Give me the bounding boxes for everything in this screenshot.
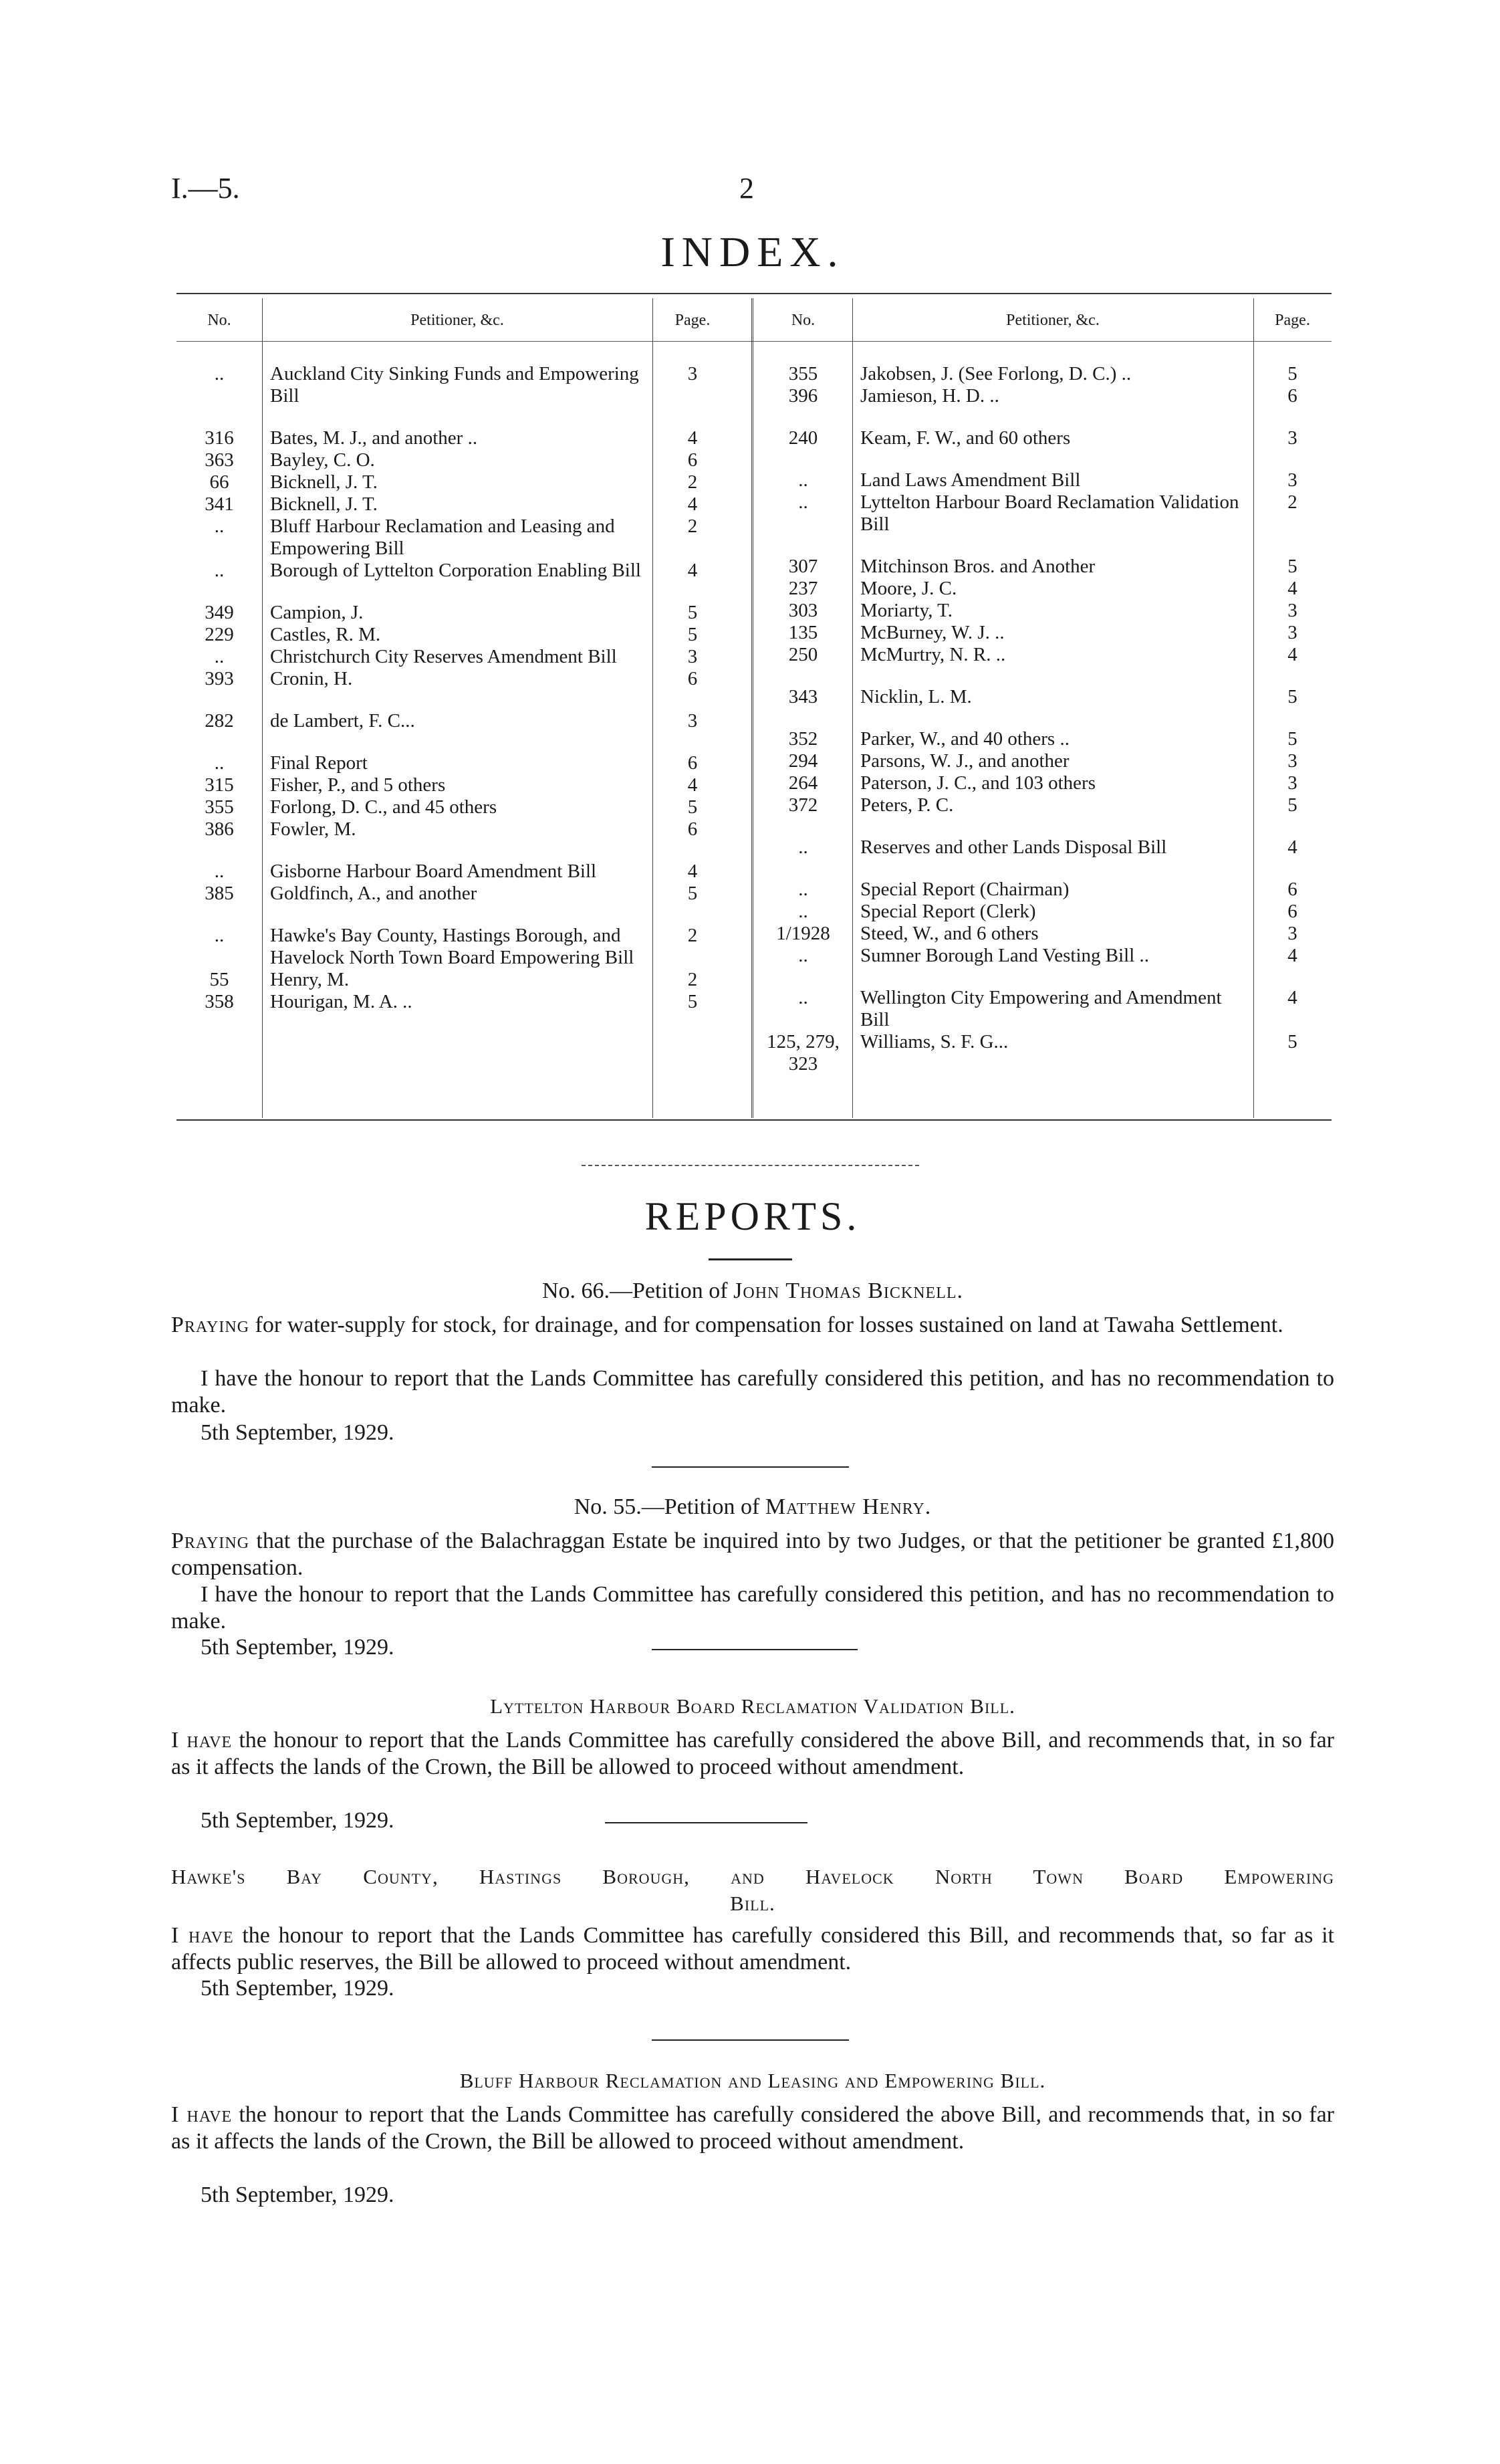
petition-55-date: 5th September, 1929.	[201, 1635, 394, 1660]
lyttelton-bill-heading: Lyttelton Harbour Board Reclamation Validation Bill.	[490, 1694, 1015, 1718]
entry-no: 125, 279, 323	[767, 1031, 840, 1075]
index-entry	[176, 818, 754, 841]
index-entry	[754, 556, 1332, 578]
petitioner-name: Matthew Henry.	[765, 1494, 932, 1519]
index-entry	[754, 1031, 1332, 1075]
index-entry	[176, 668, 754, 690]
report-lead: I have	[171, 1728, 233, 1753]
entry-name: Steed, W., and 6 others	[860, 923, 1039, 944]
section-rule	[652, 1466, 849, 1468]
index-entry	[176, 991, 754, 1013]
entry-page: 3	[1287, 750, 1297, 772]
entry-page: 6	[687, 449, 698, 471]
index-entry	[754, 622, 1332, 644]
entry-no: 386	[205, 818, 234, 840]
praying-text: that the purchase of the Balachraggan Estate be inquired into by two Judges, or that the petitioner be granted £1,800 compensation.	[171, 1529, 1334, 1580]
entry-name: Lyttelton Harbour Board Reclamation Validation Bill	[860, 491, 1239, 535]
entry-name: Bicknell, J. T.	[270, 471, 378, 493]
index-entry	[176, 449, 754, 471]
petition-heading-prefix: No. 55.—Petition of	[574, 1494, 760, 1519]
index-entry	[754, 794, 1332, 816]
entry-page: 3	[687, 710, 698, 732]
entry-no: 294	[788, 750, 818, 772]
entry-page: 4	[1287, 578, 1297, 599]
entry-name: Henry, M.	[270, 969, 350, 990]
entry-page: 3	[1287, 772, 1297, 794]
index-entry	[754, 772, 1332, 794]
entry-no: ..	[214, 363, 225, 384]
lyttelton-bill-report	[171, 1727, 1334, 1781]
column-header-no: No.	[207, 312, 231, 329]
entry-no: 250	[788, 644, 818, 665]
entry-name: Fisher, P., and 5 others	[270, 774, 446, 796]
entry-no: 341	[205, 493, 234, 515]
entry-page: 6	[687, 668, 698, 689]
index-title: INDEX.	[660, 228, 845, 275]
praying-word: Praying	[171, 1313, 250, 1337]
entry-no: 66	[209, 471, 229, 493]
entry-no: ..	[798, 901, 808, 922]
entry-page: 4	[1287, 987, 1297, 1008]
entry-no: ..	[214, 861, 225, 882]
entry-page: 4	[1287, 945, 1297, 966]
entry-no: 316	[205, 427, 234, 449]
hawkes-bay-bill-heading-end: Bill.	[730, 1892, 775, 1915]
entry-name: Jamieson, H. D. ..	[860, 385, 999, 407]
entry-no: 303	[788, 600, 818, 621]
index-entry	[176, 774, 754, 796]
index-entry	[754, 836, 1332, 859]
entry-page: 5	[687, 991, 698, 1012]
entry-name: Campion, J.	[270, 602, 364, 623]
hawkes-bay-bill-date: 5th September, 1929.	[201, 1976, 394, 2001]
entry-no: 282	[205, 710, 234, 732]
entry-name: Peters, P. C.	[860, 794, 954, 816]
entry-name: Keam, F. W., and 60 others	[860, 427, 1071, 449]
index-entry	[176, 516, 754, 560]
petition-55-heading	[171, 1494, 1334, 1520]
entry-name: Bayley, C. O.	[270, 449, 375, 471]
entry-name: Mitchinson Bros. and Another	[860, 556, 1096, 577]
petition-55-report	[171, 1581, 1334, 1635]
entry-name: Castles, R. M.	[270, 624, 381, 645]
entry-name: Bicknell, J. T.	[270, 493, 378, 515]
entry-no: 264	[788, 772, 818, 794]
report-lead: I have	[171, 2102, 233, 2127]
entry-no: ..	[214, 560, 225, 581]
index-entry	[754, 945, 1332, 967]
entry-page: 2	[687, 516, 698, 537]
report-text: the honour to report that the Lands Committee has carefully considered the above Bill, and recommends that, in so far as it affects the lands of the Crown, the Bill be allowed to proceed without amendment.	[171, 2102, 1334, 2154]
entry-page: 3	[1287, 923, 1297, 944]
entry-page: 2	[687, 925, 698, 946]
entry-page: 4	[1287, 836, 1297, 858]
index-entry	[176, 560, 754, 582]
index-entry	[754, 427, 1332, 449]
entry-no: 55	[209, 969, 229, 990]
index-entry	[176, 493, 754, 516]
index-entry	[754, 879, 1332, 901]
index-entry	[176, 471, 754, 493]
table-top-rule	[176, 293, 1332, 294]
entry-page: 5	[687, 624, 698, 645]
entry-name: Land Laws Amendment Bill	[860, 469, 1081, 491]
column-header-page: Page.	[674, 312, 711, 329]
entry-no: 363	[205, 449, 234, 471]
entry-name: Auckland City Sinking Funds and Empowering Bill	[270, 363, 639, 407]
index-entry	[754, 901, 1332, 923]
entry-no: 307	[788, 556, 818, 577]
hawkes-bay-bill-report	[171, 1922, 1334, 1976]
entry-no: 1/1928	[776, 923, 830, 944]
entry-name: Fowler, M.	[270, 818, 356, 840]
entry-page: 5	[687, 883, 698, 904]
index-entry	[176, 646, 754, 668]
entry-name: Williams, S. F. G...	[860, 1031, 1009, 1052]
report-text: I have the honour to report that the Lands Committee has carefully considered this petition, and has no recommendation to make.	[171, 1582, 1334, 1634]
page-identifier: I.—5.	[171, 172, 240, 205]
petition-heading-prefix: No. 66.—Petition of	[541, 1278, 728, 1303]
index-entry	[754, 923, 1332, 945]
index-entry	[176, 925, 754, 969]
entry-name: Bluff Harbour Reclamation and Leasing and Empowering Bill	[270, 516, 615, 559]
entry-no: 355	[205, 796, 234, 818]
entry-name: de Lambert, F. C...	[270, 710, 415, 732]
entry-no: 315	[205, 774, 234, 796]
column-header-petitioner-right: Petitioner, &c.	[1006, 312, 1100, 329]
entry-page: 4	[687, 427, 698, 449]
index-entry	[176, 883, 754, 905]
entry-no: 396	[788, 385, 818, 407]
index-entry	[176, 861, 754, 883]
entry-page: 3	[1287, 622, 1297, 643]
entry-page: 5	[1287, 363, 1297, 384]
hawkes-bay-bill-heading: Hawke's Bay County, Hastings Borough, and Havelock North Town Board Empowering	[171, 1865, 1334, 1888]
index-entry	[176, 796, 754, 818]
page-header	[171, 171, 1334, 218]
index-right-column	[754, 363, 1332, 1075]
entry-name: Gisborne Harbour Board Amendment Bill	[270, 861, 597, 882]
index-left-column	[176, 363, 754, 1013]
entry-no: ..	[214, 752, 225, 774]
entry-page: 6	[1287, 385, 1297, 407]
praying-word: Praying	[171, 1529, 250, 1553]
report-lead: I have	[171, 1923, 234, 1948]
entry-no: 372	[788, 794, 818, 816]
column-header-no-right: No.	[791, 312, 816, 329]
petition-66-heading	[171, 1278, 1334, 1304]
entry-no: ..	[798, 491, 808, 513]
entry-no: 393	[205, 668, 234, 689]
entry-name: Hawke's Bay County, Hastings Borough, and Havelock North Town Board Empowering Bill	[270, 925, 634, 968]
entry-no: ..	[214, 516, 225, 537]
bluff-bill-heading: Bluff Harbour Reclamation and Leasing and Empowering Bill.	[459, 2069, 1046, 2092]
entry-page: 4	[687, 493, 698, 515]
entry-name: Parsons, W. J., and another	[860, 750, 1070, 772]
entry-name: Nicklin, L. M.	[860, 686, 972, 707]
entry-name: McBurney, W. J. ..	[860, 622, 1005, 643]
entry-name: Moriarty, T.	[860, 600, 953, 621]
entry-no: ..	[214, 646, 225, 667]
report-text: the honour to report that the Lands Committee has carefully considered this Bill, and recommends that, so far as it affects public reserves, the Bill be allowed to proceed without amendment.	[171, 1923, 1334, 1975]
entry-no: ..	[798, 945, 808, 966]
entry-name: Final Report	[270, 752, 368, 774]
entry-page: 4	[687, 861, 698, 882]
report-text: the honour to report that the Lands Committee has carefully considered the above Bill, and recommends that, in so far as it affects the lands of the Crown, the Bill be allowed to proceed without amendment.	[171, 1728, 1334, 1779]
title-underline	[709, 1258, 792, 1260]
entry-name: Parker, W., and 40 others ..	[860, 728, 1070, 750]
entry-name: Sumner Borough Land Vesting Bill ..	[860, 945, 1150, 966]
entry-no: ..	[798, 879, 808, 900]
petition-55-praying	[171, 1528, 1334, 1581]
index-entry	[754, 578, 1332, 600]
entry-no: ..	[214, 925, 225, 946]
index-entry	[754, 600, 1332, 622]
index-entry	[754, 987, 1332, 1031]
entry-no: 343	[788, 686, 818, 707]
entry-page: 3	[687, 363, 698, 384]
bluff-bill-report	[171, 2102, 1334, 2155]
table-header-rule	[176, 341, 1332, 342]
entry-name: Hourigan, M. A. ..	[270, 991, 412, 1012]
entry-name: McMurtry, N. R. ..	[860, 644, 1006, 665]
reports-title: REPORTS.	[644, 1194, 861, 1238]
index-entry	[754, 363, 1332, 385]
index-entry	[754, 644, 1332, 666]
entry-no: 135	[788, 622, 818, 643]
entry-page: 5	[687, 602, 698, 623]
index-entry	[176, 602, 754, 624]
entry-no: 385	[205, 883, 234, 904]
petition-66-date: 5th September, 1929.	[201, 1420, 394, 1445]
entry-no: 358	[205, 991, 234, 1012]
praying-text: for water-supply for stock, for drainage, and for compensation for losses sustained on land at Tawaha Settlement.	[255, 1313, 1283, 1337]
page-number: 2	[739, 172, 754, 205]
entry-page: 2	[687, 471, 698, 493]
entry-name: Forlong, D. C., and 45 others	[270, 796, 497, 818]
entry-page: 6	[1287, 901, 1297, 922]
entry-page: 2	[687, 969, 698, 990]
entry-page: 4	[687, 560, 698, 581]
entry-page: 5	[1287, 794, 1297, 816]
entry-name: Paterson, J. C., and 103 others	[860, 772, 1096, 794]
entry-name: Special Report (Clerk)	[860, 901, 1036, 922]
section-divider	[582, 1165, 919, 1166]
entry-name: Reserves and other Lands Disposal Bill	[860, 836, 1167, 858]
index-entry	[754, 728, 1332, 750]
entry-page: 5	[1287, 728, 1297, 750]
column-header-page-right: Page.	[1275, 312, 1310, 329]
lyttelton-bill-date: 5th September, 1929.	[201, 1808, 394, 1833]
section-rule	[605, 1822, 807, 1823]
entry-page: 4	[687, 774, 698, 796]
index-entry	[754, 385, 1332, 407]
entry-page: 3	[1287, 469, 1297, 491]
entry-no: ..	[798, 469, 808, 491]
entry-name: Borough of Lyttelton Corporation Enabling Bill	[270, 560, 641, 581]
entry-no: 229	[205, 624, 234, 645]
entry-page: 5	[687, 796, 698, 818]
entry-page: 2	[1287, 491, 1297, 513]
entry-page: 3	[1287, 600, 1297, 621]
entry-page: 5	[1287, 686, 1297, 707]
bluff-bill-date: 5th September, 1929.	[201, 2182, 394, 2207]
entry-page: 5	[1287, 1031, 1297, 1052]
entry-page: 3	[1287, 427, 1297, 449]
index-entry	[176, 752, 754, 774]
entry-page: 6	[1287, 879, 1297, 900]
entry-name: Bates, M. J., and another ..	[270, 427, 478, 449]
index-entry	[754, 469, 1332, 491]
entry-no: 355	[788, 363, 818, 384]
petitioner-name: John Thomas Bicknell.	[733, 1278, 964, 1303]
index-entry	[176, 624, 754, 646]
entry-name: Jakobsen, J. (See Forlong, D. C.) ..	[860, 363, 1132, 384]
entry-no: ..	[798, 987, 808, 1008]
entry-page: 4	[1287, 644, 1297, 665]
index-entry	[176, 710, 754, 732]
index-entry	[754, 686, 1332, 708]
report-text: I have the honour to report that the Lands Committee has carefully considered this petition, and has no recommendation to make.	[171, 1366, 1334, 1418]
section-rule	[652, 2039, 849, 2041]
index-entry	[176, 363, 754, 407]
index-entry	[176, 969, 754, 991]
entry-no: 352	[788, 728, 818, 750]
petition-66-report	[171, 1365, 1334, 1419]
entry-name: Cronin, H.	[270, 668, 353, 689]
entry-name: Special Report (Chairman)	[860, 879, 1070, 900]
entry-page: 3	[687, 646, 698, 667]
index-entry	[754, 750, 1332, 772]
entry-page: 6	[687, 818, 698, 840]
index-entry	[176, 427, 754, 449]
petition-66-praying	[171, 1312, 1334, 1339]
entry-name: Christchurch City Reserves Amendment Bill	[270, 646, 617, 667]
entry-page: 5	[1287, 556, 1297, 577]
entry-no: 240	[788, 427, 818, 449]
section-rule	[652, 1649, 858, 1650]
entry-name: Moore, J. C.	[860, 578, 957, 599]
entry-name: Wellington City Empowering and Amendment Bill	[860, 987, 1222, 1030]
column-header-petitioner: Petitioner, &c.	[410, 312, 504, 329]
table-bottom-rule	[176, 1119, 1332, 1121]
index-entry	[754, 491, 1332, 536]
entry-no: 237	[788, 578, 818, 599]
table-header-row	[176, 300, 1332, 337]
entry-name: Goldfinch, A., and another	[270, 883, 477, 904]
entry-no: ..	[798, 836, 808, 858]
entry-page: 6	[687, 752, 698, 774]
entry-no: 349	[205, 602, 234, 623]
